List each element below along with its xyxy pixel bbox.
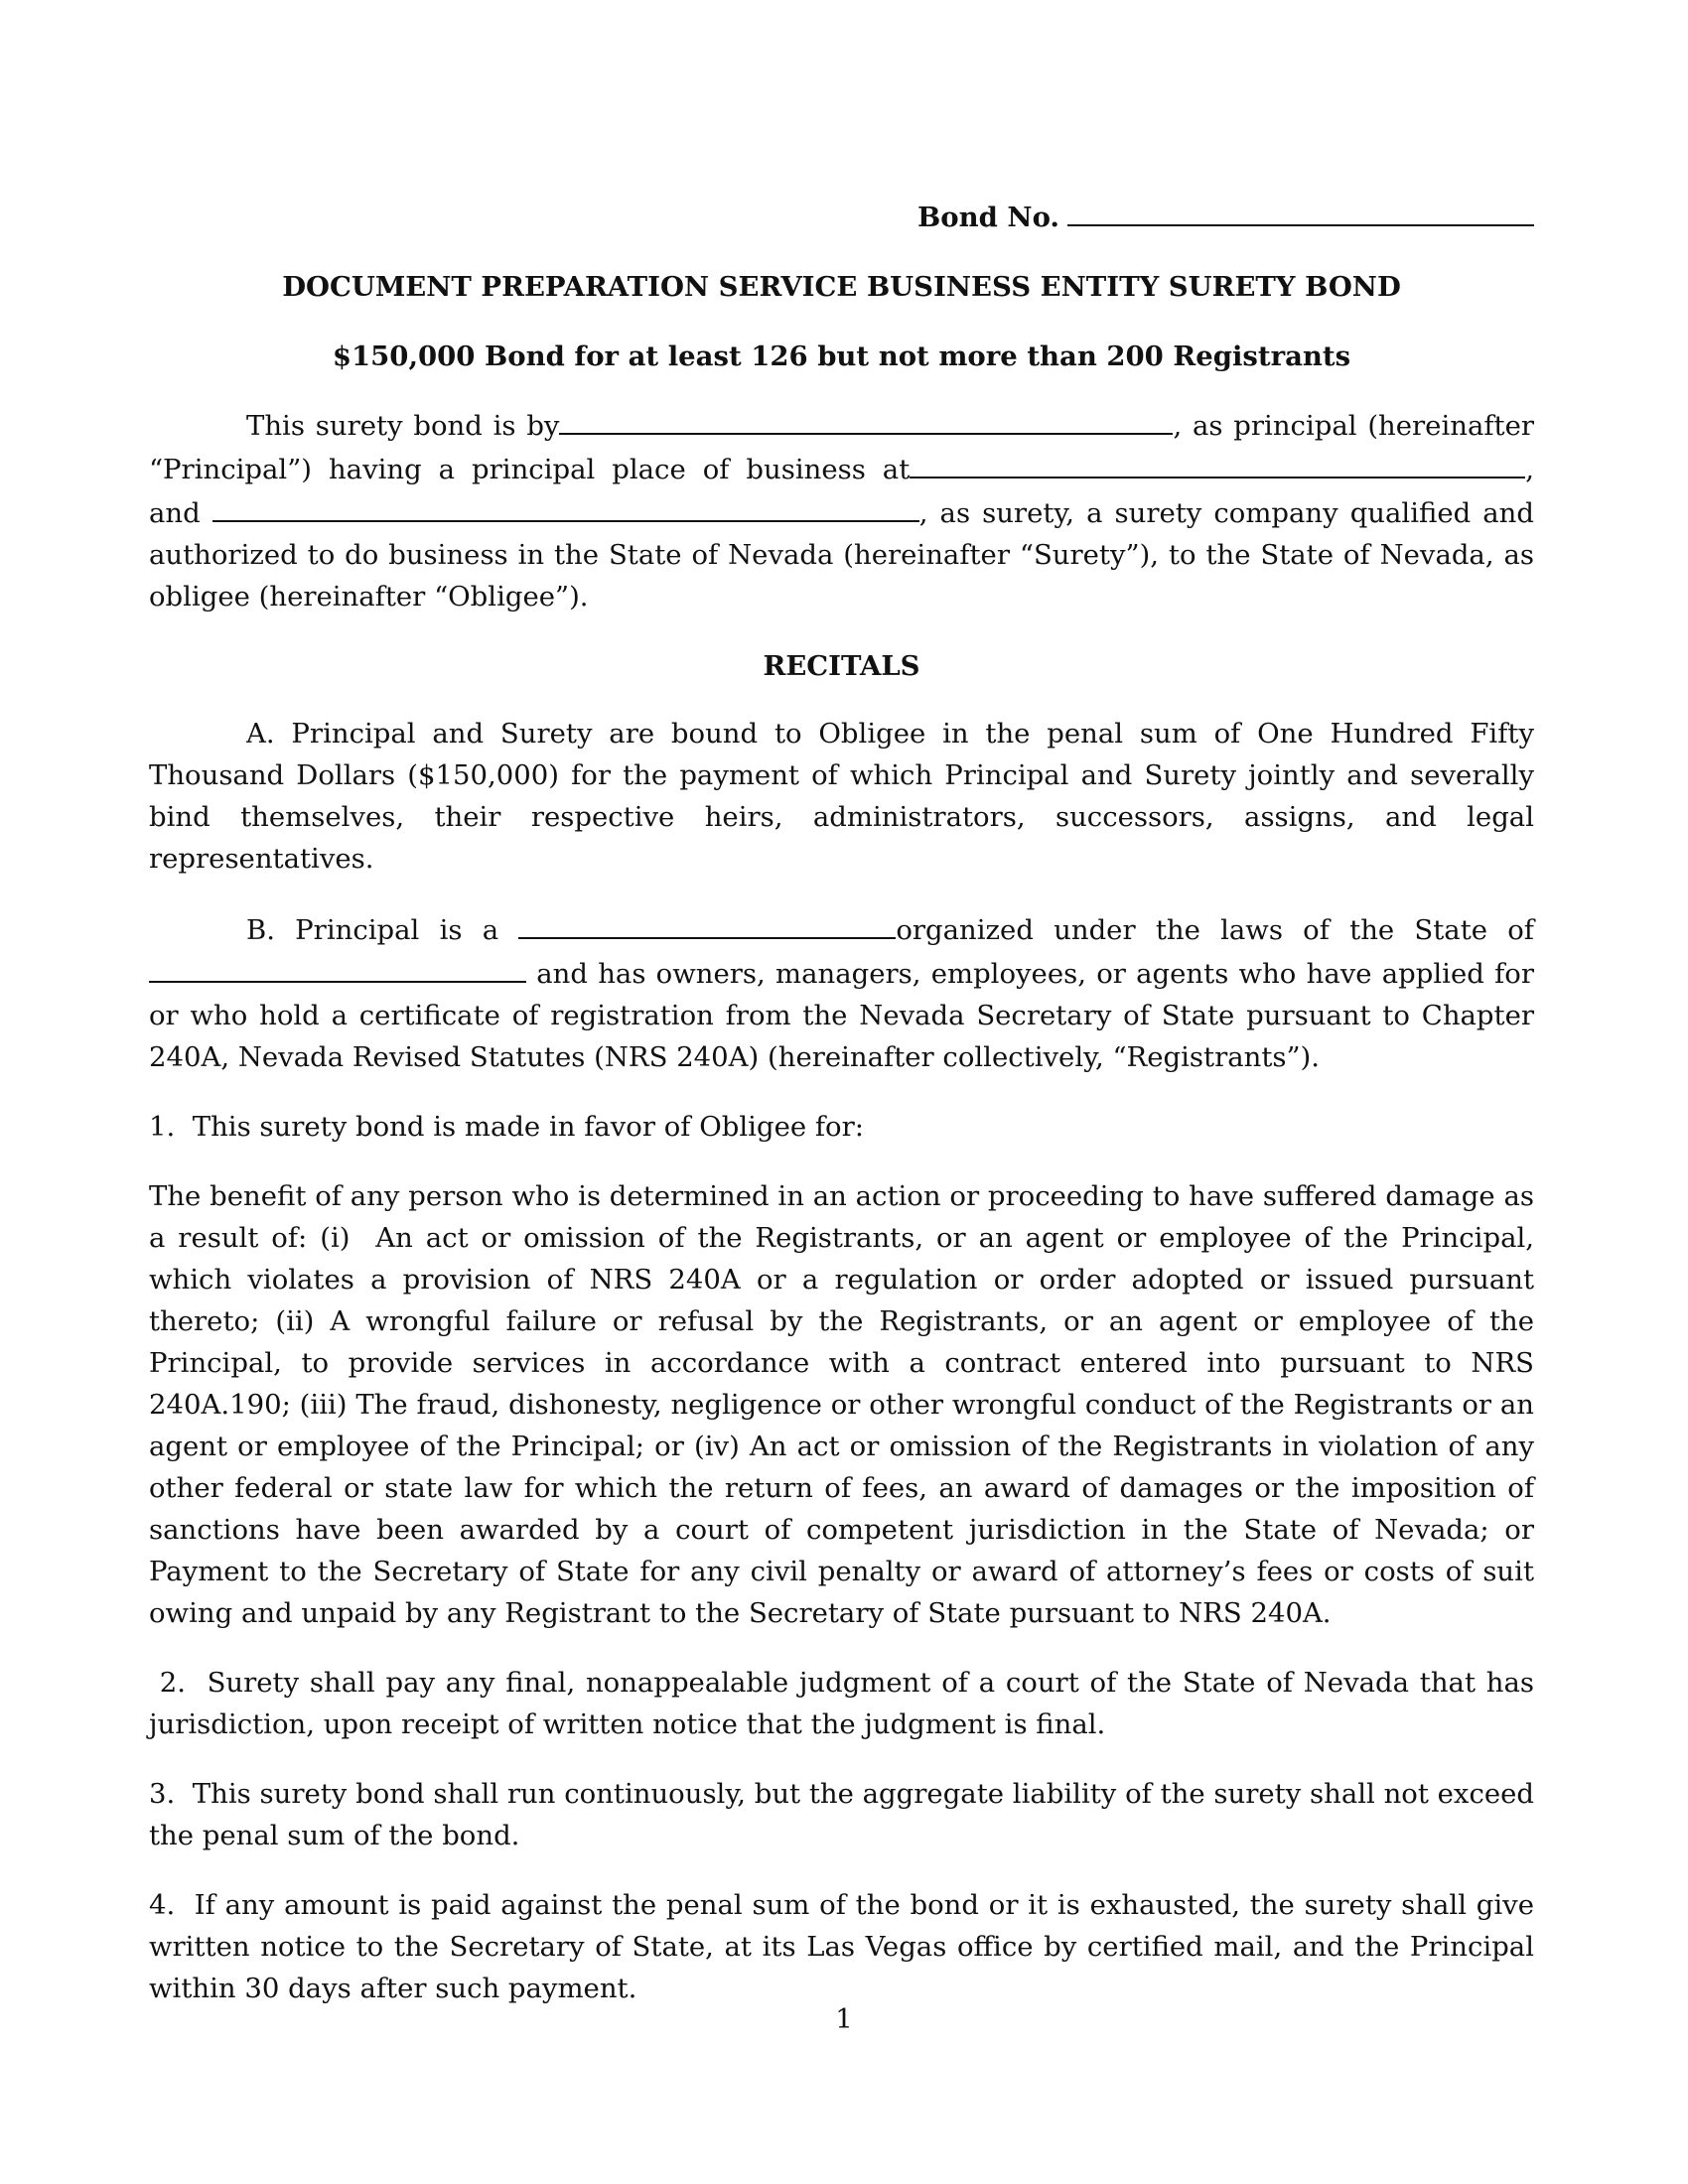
recital-a: A. Principal and Surety are bound to Obligee in the penal sum of One Hundred Fifty Thousand Dollars ($150,000) for the payment of which Principal and Surety jointly and severally bind themselves, their respective heirs, administrators, successors, assigns, and legal representatives. (149, 718, 1534, 875)
intro-text-1: This surety bond is by (246, 410, 560, 442)
clause-4: 4. If any amount is paid against the penal sum of the bond or it is exhausted, the surety shall give written notice to the Secretary of State, at its Las Vegas office by certified mail, and the Principal within 30 days after such payment. (149, 1889, 1534, 2004)
document-subtitle: $150,000 Bond for at least 126 but not more than 200 Registrants (332, 341, 1351, 372)
bond-number-label: Bond No. (917, 202, 1059, 233)
intro-text-4: , as surety, a surety company qualified and authorized to do business in the State of Nevada (hereinafter “Surety”), to the State of Nevada, as obligee (hereinafter “Obligee”). (149, 497, 1534, 613)
bond-number-blank[interactable] (1067, 195, 1534, 226)
bond-number-line (149, 195, 1534, 238)
benefit-paragraph: The benefit of any person who is determined in an action or proceeding to have suffered damage as a result of: (i) An act or omission of the Registrants, or an agent or employee of the Principal, which violates a provision of NRS 240A or a regulation or order adopted or issued pursuant thereto; (ii) A wrongful failure or refusal by the Registrants, or an agent or employee of the Principal, to provide services in accordance with a contract entered into pursuant to NRS 240A.190; (iii) The fraud, dishonesty, negligence or other wrongful conduct of the Registrants or an agent or employee of the Principal; or (iv) An act or omission of the Registrants in violation of any other federal or state law for which the return of fees, an award of damages or the imposition of sanctions have been awarded by a court of competent jurisdiction in the State of Nevada; or Payment to the Secretary of State for any civil penalty or award of attorney’s fees or costs of suit owing and unpaid by any Registrant to the Secretary of State pursuant to NRS 240A. (149, 1180, 1534, 1629)
document-title: DOCUMENT PREPARATION SERVICE BUSINESS ENTITY SURETY BOND (282, 271, 1401, 303)
clause-2: 2. Surety shall pay any final, nonappealable judgment of a court of the State of Nevada that has jurisdiction, upon receipt of written notice that the judgment is final. (149, 1667, 1534, 1740)
intro-text-2: , as principal (hereinafter “Principal”) having a principal place of business at (149, 410, 1535, 485)
document-page (149, 195, 1534, 2009)
page-number: 1 (835, 2003, 853, 2035)
recital-b (149, 907, 1534, 1078)
recital-b-text-1: B. Principal is a (246, 914, 499, 946)
principal-address-blank[interactable] (910, 447, 1525, 478)
intro-text-3: , and (149, 454, 1534, 529)
entity-type-blank[interactable] (518, 907, 896, 939)
clause-1: 1. This surety bond is made in favor of Obligee for: (149, 1111, 865, 1143)
recital-b-text-2: organized under the laws of the State of (896, 914, 1534, 946)
state-blank[interactable] (149, 951, 526, 983)
intro-paragraph (149, 403, 1534, 617)
clause-3: 3. This surety bond shall run continuously, but the aggregate liability of the surety shall not exceed the penal sum of the bond. (149, 1778, 1534, 1851)
principal-name-blank[interactable] (559, 403, 1173, 435)
recital-b-text-3: and has owners, managers, employees, or agents who have applied for or who hold a certificate of registration from the Nevada Secretary of State pursuant to Chapter 240A, Nevada Revised Statutes (NRS 240A) (hereinafter collectively, “Registrants”). (149, 958, 1534, 1073)
recitals-heading: RECITALS (763, 650, 920, 682)
surety-name-blank[interactable] (212, 490, 919, 522)
